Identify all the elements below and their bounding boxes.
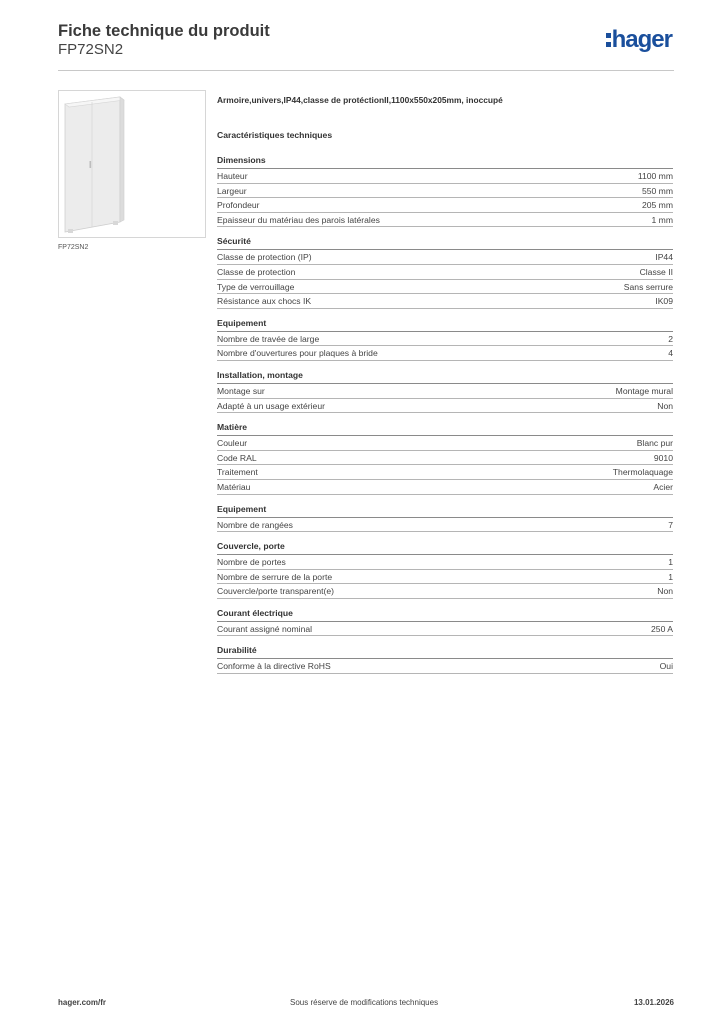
spec-row [217, 265, 673, 280]
spec-sections [217, 155, 673, 674]
spec-value: 1100 mm [637, 171, 673, 181]
spec-label: Largeur [217, 185, 247, 196]
spec-row [217, 280, 673, 295]
spec-value: Montage mural [615, 385, 673, 396]
spec-value: Oui [659, 661, 673, 672]
spec-section [217, 236, 673, 308]
spec-value: 1 mm [651, 214, 673, 225]
spec-label: Nombre de rangées [217, 519, 293, 530]
spec-label: Profondeur [217, 200, 260, 211]
spec-row [217, 198, 673, 213]
spec-value: 7 [668, 519, 673, 530]
spec-row [217, 518, 673, 533]
spec-row [217, 346, 673, 361]
spec-row [217, 436, 673, 451]
spec-row [217, 399, 673, 414]
section-title: Equipement [217, 318, 673, 332]
spec-section [217, 155, 673, 227]
section-title: Sécurité [217, 236, 673, 250]
section-title: Matière [217, 422, 673, 436]
spec-value: IK09 [655, 296, 673, 307]
spec-value: Non [657, 400, 673, 411]
spec-row [217, 250, 673, 265]
spec-label: Hauteur [217, 171, 248, 181]
footer-date: 13.01.2026 [633, 998, 674, 1007]
spec-label: Nombre de serrure de la porte [217, 571, 333, 582]
product-reference: FP72SN2 [58, 41, 124, 58]
spec-section [217, 504, 673, 533]
hager-logo [606, 26, 672, 54]
spec-value: Thermolaquage [612, 467, 673, 478]
spec-row [217, 384, 673, 399]
spec-label: Montage sur [217, 385, 265, 396]
spec-label: Résistance aux chocs IK [217, 296, 312, 307]
spec-row [217, 555, 673, 570]
spec-label: Couvercle/porte transparent(e) [217, 586, 335, 597]
spec-value: 205 mm [641, 200, 673, 211]
section-title: Equipement [217, 504, 673, 518]
spec-row [217, 465, 673, 480]
spec-section [217, 645, 673, 674]
spec-label: Nombre d'ouvertures pour plaques à bride [217, 348, 378, 359]
logo-wordmark: hager [611, 26, 672, 53]
footer-disclaimer: Sous réserve de modifications techniques [290, 998, 439, 1007]
spec-value: 1 [668, 571, 673, 582]
spec-label: Nombre de travée de large [217, 333, 320, 344]
spec-value: Acier [653, 481, 673, 492]
product-image-frame [58, 90, 206, 238]
spec-value: Sans serrure [623, 281, 673, 292]
spec-value: IP44 [655, 252, 673, 263]
section-title: Dimensions [217, 155, 673, 169]
specifications-panel [217, 95, 673, 683]
document-header [58, 20, 674, 71]
spec-row [217, 332, 673, 347]
spec-section [217, 422, 673, 494]
spec-label: Nombre de portes [217, 557, 286, 568]
spec-label: Adapté à un usage extérieur [217, 400, 325, 411]
section-title: Installation, montage [217, 370, 673, 384]
spec-label: Traitement [217, 467, 258, 478]
spec-label: Classe de protection [217, 266, 296, 277]
spec-row [217, 184, 673, 199]
footer-website: hager.com/fr [58, 998, 107, 1007]
spec-value: Non [657, 586, 673, 597]
spec-section [217, 318, 673, 361]
section-title: Couvercle, porte [217, 541, 673, 555]
image-caption: FP72SN2 [58, 244, 89, 251]
spec-value: 1 [668, 557, 673, 568]
spec-label: Code RAL [217, 452, 257, 463]
spec-label: Courant assigné nominal [217, 623, 313, 634]
spec-label: Couleur [217, 438, 248, 449]
document-title: Fiche technique du produit [58, 22, 270, 40]
section-title: Courant électrique [217, 608, 673, 622]
product-description: Armoire,univers,IP44,classe de protéctionII,1100x550x205mm, inoccupé [217, 95, 503, 105]
technical-characteristics-heading: Caractéristiques techniques [217, 130, 333, 140]
spec-row [217, 622, 673, 637]
section-title: Durabilité [217, 645, 673, 659]
spec-row [217, 480, 673, 495]
spec-row [217, 584, 673, 599]
logo-dots-icon [606, 33, 611, 51]
spec-label: Matériau [217, 481, 251, 492]
spec-label: Classe de protection (IP) [217, 252, 312, 263]
spec-row [217, 451, 673, 466]
spec-section [217, 541, 673, 599]
spec-section [217, 608, 673, 637]
spec-row [217, 213, 673, 228]
spec-value: 2 [668, 333, 673, 344]
spec-row [217, 294, 673, 309]
spec-row [217, 169, 673, 184]
spec-value: Classe II [639, 266, 673, 277]
spec-label: Conforme à la directive RoHS [217, 661, 331, 672]
spec-section [217, 370, 673, 413]
spec-value: 4 [668, 348, 673, 359]
spec-value: Blanc pur [636, 438, 673, 449]
spec-row [217, 570, 673, 585]
spec-row [217, 659, 673, 674]
spec-value: 550 mm [641, 185, 673, 196]
spec-value: 9010 [653, 452, 673, 463]
spec-label: Epaisseur du matériau des parois latérales [217, 214, 380, 225]
spec-label: Type de verrouillage [217, 281, 295, 292]
spec-value: 250 A [651, 623, 673, 634]
cabinet-product-image [59, 91, 205, 237]
